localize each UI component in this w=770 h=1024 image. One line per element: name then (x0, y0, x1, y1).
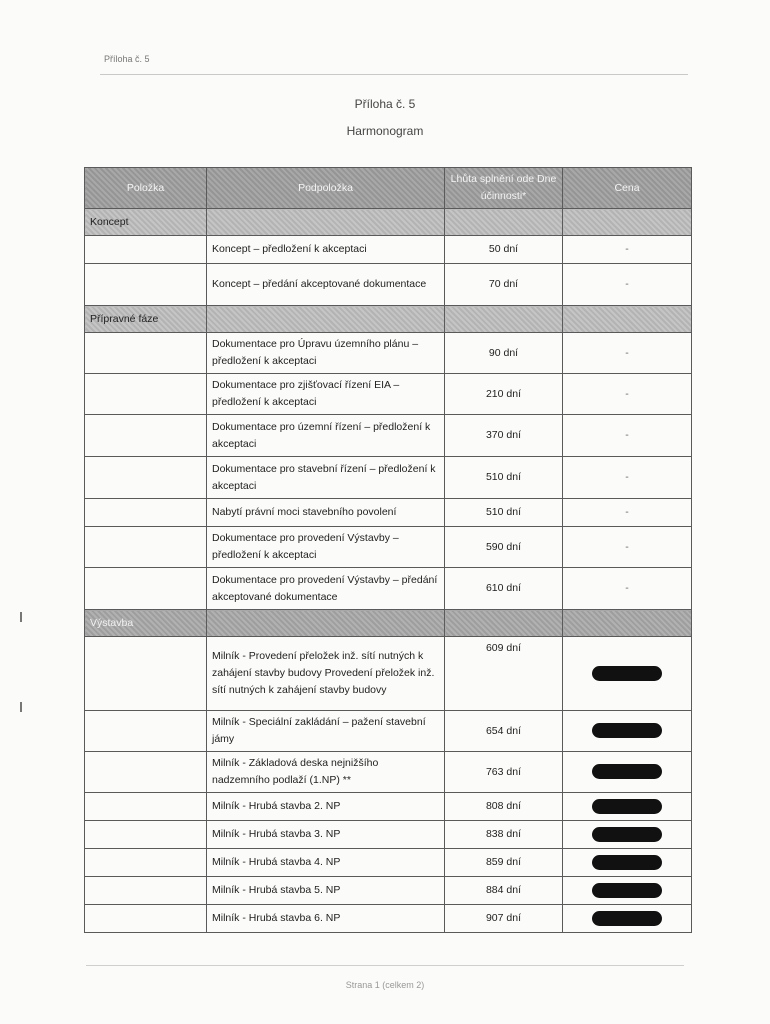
deadline-cell: 763 dní (445, 752, 563, 793)
table-row (85, 236, 692, 264)
deadline-cell: 70 dní (445, 264, 563, 306)
price-cell (563, 752, 692, 793)
table-row (85, 499, 692, 527)
deadline-cell: 210 dní (445, 374, 563, 415)
deadline-cell: 510 dní (445, 457, 563, 499)
section-name: Výstavba (85, 610, 207, 637)
price-cell: - (563, 499, 692, 527)
item-cell (85, 711, 207, 752)
table-row (85, 905, 692, 933)
subitem-cell: Milník - Hrubá stavba 3. NP (207, 821, 445, 849)
item-cell (85, 264, 207, 306)
subitem-cell: Milník - Základová deska nejnižšího nadzemního podlaží (1.NP) ** (207, 752, 445, 793)
column-header-subitem: Podpoložka (207, 168, 445, 209)
subitem-cell: Dokumentace pro územní řízení – předložení k akceptaci (207, 415, 445, 457)
price-cell (563, 877, 692, 905)
price-cell: - (563, 527, 692, 568)
table-row (85, 849, 692, 877)
subitem-cell: Milník - Hrubá stavba 5. NP (207, 877, 445, 905)
item-cell (85, 877, 207, 905)
section-name: Přípravné fáze (85, 306, 207, 333)
table-row (85, 568, 692, 610)
deadline-cell: 859 dní (445, 849, 563, 877)
running-header: Příloha č. 5 (104, 54, 150, 64)
table-header-row (85, 168, 692, 209)
item-cell (85, 333, 207, 374)
item-cell (85, 236, 207, 264)
price-cell (563, 849, 692, 877)
price-cell (563, 821, 692, 849)
item-cell (85, 457, 207, 499)
column-header-deadline: Lhůta splnění ode Dne účinnosti* (445, 168, 563, 209)
price-cell (563, 637, 692, 711)
subitem-cell: Milník - Speciální zakládání – pažení stavební jámy (207, 711, 445, 752)
deadline-cell: 884 dní (445, 877, 563, 905)
item-cell (85, 637, 207, 711)
redaction-mark (592, 666, 662, 681)
scan-artifact (20, 702, 22, 712)
page-number: Strana 1 (celkem 2) (345, 980, 425, 990)
table-row (85, 333, 692, 374)
subitem-cell: Dokumentace pro provedení Výstavby – předání akceptované dokumentace (207, 568, 445, 610)
section-row-pripravne-faze (85, 306, 692, 333)
deadline-cell: 808 dní (445, 793, 563, 821)
item-cell (85, 793, 207, 821)
table-row (85, 527, 692, 568)
section-name: Koncept (85, 209, 207, 236)
subitem-cell: Koncept – předání akceptované dokumentace (207, 264, 445, 306)
document-subtitle: Harmonogram (346, 124, 424, 138)
subitem-cell: Milník - Provedení přeložek inž. sítí nutných k zahájení stavby budovy Provedení přeložek inž. sítí nutných k zahájení stavby budovy (207, 637, 445, 711)
subitem-cell: Dokumentace pro zjišťovací řízení EIA – předložení k akceptaci (207, 374, 445, 415)
deadline-cell: 609 dní (445, 637, 563, 711)
column-header-item: Položka (85, 168, 207, 209)
item-cell (85, 821, 207, 849)
table-row (85, 752, 692, 793)
deadline-cell: 838 dní (445, 821, 563, 849)
subitem-cell: Milník - Hrubá stavba 2. NP (207, 793, 445, 821)
table-row (85, 264, 692, 306)
table-row (85, 374, 692, 415)
redaction-mark (592, 827, 662, 842)
subitem-cell: Dokumentace pro provedení Výstavby – předložení k akceptaci (207, 527, 445, 568)
price-cell: - (563, 568, 692, 610)
subitem-cell: Milník - Hrubá stavba 4. NP (207, 849, 445, 877)
item-cell (85, 527, 207, 568)
redaction-mark (592, 764, 662, 779)
redaction-mark (592, 799, 662, 814)
document-title: Příloha č. 5 (354, 97, 416, 111)
item-cell (85, 374, 207, 415)
deadline-cell: 590 dní (445, 527, 563, 568)
column-header-price: Cena (563, 168, 692, 209)
item-cell (85, 905, 207, 933)
table-row (85, 457, 692, 499)
table-row (85, 877, 692, 905)
price-cell (563, 711, 692, 752)
price-cell: - (563, 264, 692, 306)
subitem-cell: Milník - Hrubá stavba 6. NP (207, 905, 445, 933)
subitem-cell: Koncept – předložení k akceptaci (207, 236, 445, 264)
table-row (85, 711, 692, 752)
item-cell (85, 499, 207, 527)
price-cell (563, 905, 692, 933)
table-row (85, 793, 692, 821)
price-cell (563, 793, 692, 821)
redaction-mark (592, 855, 662, 870)
price-cell: - (563, 415, 692, 457)
deadline-cell: 610 dní (445, 568, 563, 610)
redaction-mark (592, 911, 662, 926)
subitem-cell: Dokumentace pro Úpravu územního plánu – předložení k akceptaci (207, 333, 445, 374)
redaction-mark (592, 723, 662, 738)
item-cell (85, 752, 207, 793)
subitem-cell: Dokumentace pro stavební řízení – předložení k akceptaci (207, 457, 445, 499)
price-cell: - (563, 457, 692, 499)
section-row-koncept (85, 209, 692, 236)
scan-artifact (20, 612, 22, 622)
deadline-cell: 50 dní (445, 236, 563, 264)
deadline-cell: 510 dní (445, 499, 563, 527)
schedule-table (84, 167, 692, 933)
deadline-cell: 370 dní (445, 415, 563, 457)
footer-divider (86, 965, 684, 966)
deadline-cell: 907 dní (445, 905, 563, 933)
deadline-cell: 654 dní (445, 711, 563, 752)
price-cell: - (563, 236, 692, 264)
price-cell: - (563, 374, 692, 415)
header-divider (100, 74, 688, 75)
item-cell (85, 849, 207, 877)
item-cell (85, 415, 207, 457)
price-cell: - (563, 333, 692, 374)
table-row (85, 821, 692, 849)
redaction-mark (592, 883, 662, 898)
table-row (85, 637, 692, 711)
deadline-cell: 90 dní (445, 333, 563, 374)
subitem-cell: Nabytí právní moci stavebního povolení (207, 499, 445, 527)
section-row-vystavba (85, 610, 692, 637)
item-cell (85, 568, 207, 610)
table-row (85, 415, 692, 457)
